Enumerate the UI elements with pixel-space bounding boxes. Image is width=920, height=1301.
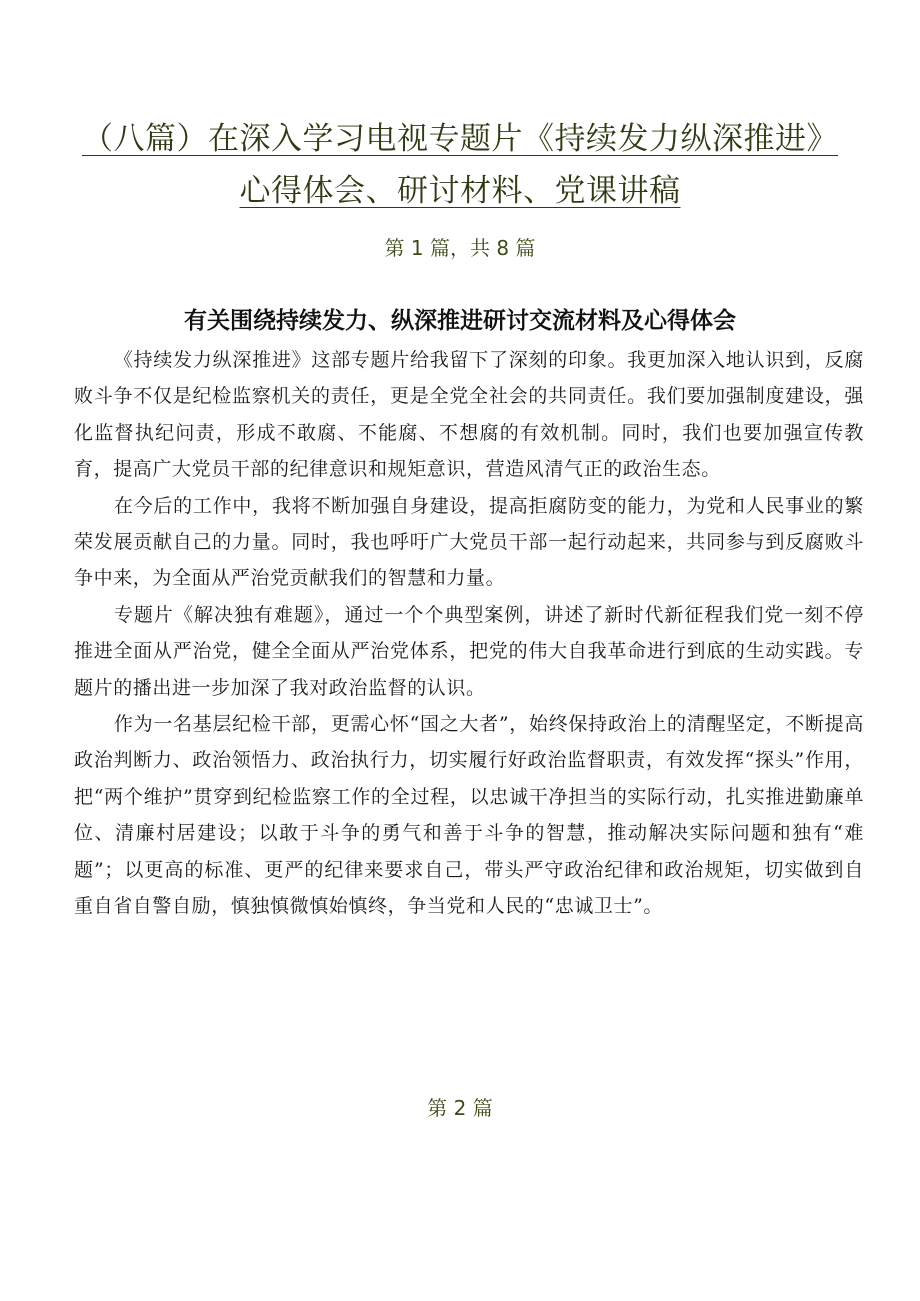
paragraph-3: 专题片《解决独有难题》，通过一个个典型案例，讲述了新时代新征程我们党一刻不停推进全面从严治党，健全全面从严治党体系，把党的伟大自我革命进行到底的生动实践。专题片的播出进一步加深了我对政治监督的认识。 bbox=[74, 603, 864, 699]
paragraph-1: 《持续发力纵深推进》这部专题片给我留下了深刻的印象。我更加深入地认识到，反腐败斗争不仅是纪检监察机关的责任，更是全党全社会的共同责任。我们要加强制度建设，强化监督执纪问责，形成不敢腐、不能腐、不想腐的有效机制。同时，我们也要加强宣传教育，提高广大党员干部的纪律意识和规矩意识，营造风清气正的政治生态。 bbox=[74, 349, 864, 481]
document-title-line-1 bbox=[60, 114, 860, 164]
article-title: 有关围绕持续发力、纵深推进研讨交流材料及心得体会 bbox=[184, 308, 736, 334]
paragraph-2: 在今后的工作中，我将不断加强自身建设，提高拒腐防变的能力，为党和人民事业的繁荣发展贡献自己的力量。同时，我也呼吁广大党员干部一起行动起来，共同参与到反腐败斗争中来，为全面从严治党贡献我们的智慧和力量。 bbox=[74, 494, 864, 590]
part-1-label: 第 1 篇，共 8 篇 bbox=[384, 236, 536, 260]
article-body bbox=[74, 342, 864, 925]
document-title-text-1: （八篇）在深入学习电视专题片《持续发力纵深推进》 bbox=[82, 121, 838, 157]
part-2-label: 第 2 篇 bbox=[427, 1096, 493, 1120]
paragraph-4: 作为一名基层纪检干部，更需心怀“国之大者”，始终保持政治上的清醒坚定，不断提高政治判断力、政治领悟力、政治执行力，切实履行好政治监督职责，有效发挥“探头”作用，把“两个维护”贯穿到纪检监察工作的全过程，以忠诚干净担当的实际行动，扎实推进勤廉单位、清廉村居建设；以敢于斗争的勇气和善于斗争的智慧，推动解决实际问题和独有“难题”；以更高的标准、更严的纪律来要求自己，带头严守政治纪律和政治规矩，切实做到自重自省自警自励，慎独慎微慎始慎终，争当党和人民的“忠诚卫士”。 bbox=[74, 713, 864, 918]
document-title-text-2: 心得体会、研讨材料、党课讲稿 bbox=[239, 173, 681, 209]
document-title-line-2 bbox=[60, 166, 860, 216]
